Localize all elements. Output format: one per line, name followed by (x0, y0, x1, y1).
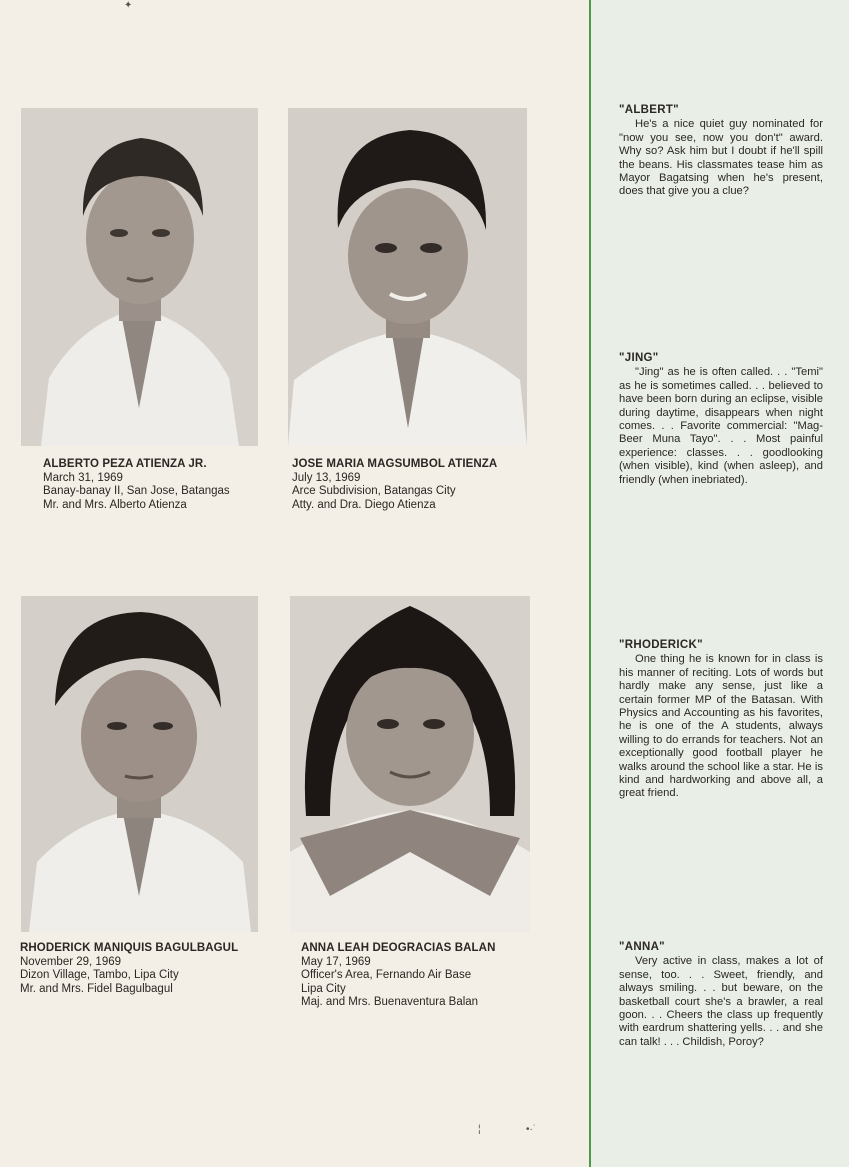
student-caption (43, 458, 230, 512)
nickname-heading: "RHODERICK" (619, 639, 703, 651)
student-birthdate: November 29, 1969 (20, 955, 122, 968)
blurb-text: He's a nice quiet guy nominated for "now you see, now you don't" award. Why so? Ask him but I doubt if he'll spill the beans. His classmates tease him as Mayor Bagatsing when he's present, does that give you a clue? (619, 118, 823, 198)
student-photo-alberto (21, 108, 258, 446)
blurb-text: One thing he is known for in class is his manner of reciting. Lots of words but hardly make any sense, just like a certain former MP of the Batasan. With Physics and Accounting as his favorites, he is one of the A students, always willing to do errands for teachers. Not an exceptionally good football player he walks around the school like a star. He is kind and hardworking and above all, a great friend. (619, 653, 823, 800)
student-parents: Atty. and Dra. Diego Atienza (292, 498, 436, 511)
student-caption (292, 458, 497, 512)
student-photo-rhoderick (21, 596, 258, 932)
nickname-heading: "JING" (619, 352, 659, 364)
student-parents: Mr. and Mrs. Fidel Bagulbagul (20, 982, 173, 995)
print-speck: •·˙ (526, 1124, 537, 1135)
student-address: Arce Subdivision, Batangas City (292, 485, 456, 497)
print-speck: ✦ (124, 0, 133, 11)
student-caption (20, 942, 238, 996)
student-parents: Mr. and Mrs. Alberto Atienza (43, 498, 187, 511)
student-birthdate: May 17, 1969 (301, 955, 371, 968)
student-birthdate: March 31, 1969 (43, 471, 123, 484)
page-divider (589, 0, 591, 1167)
student-address: Banay-banay II, San Jose, Batangas (43, 485, 230, 497)
student-address: Dizon Village, Tambo, Lipa City (20, 969, 179, 981)
student-caption (301, 942, 495, 1010)
blurb-rhoderick (619, 639, 823, 801)
student-photo-jose-maria (288, 108, 527, 446)
blurb-albert (619, 104, 823, 199)
student-address: Officer's Area, Fernando Air Base (301, 969, 472, 981)
student-name: RHODERICK MANIQUIS BAGULBAGUL (20, 942, 239, 954)
student-name: JOSE MARIA MAGSUMBOL ATIENZA (292, 458, 498, 470)
blurb-text: Very active in class, makes a lot of sense, too. . . Sweet, friendly, and always smiling. . . but beware, on the basketball court she's a brawler, a real goon. . . Cheers the class up frequently with eardrum shattering yells. . . and she can talk! . . . Childish, Poroy? (619, 955, 823, 1048)
student-name: ANNA LEAH DEOGRACIAS BALAN (301, 942, 496, 954)
student-address-line-2: Lipa City (301, 982, 346, 995)
blurb-anna (619, 941, 823, 1049)
student-name: ALBERTO PEZA ATIENZA JR. (43, 458, 207, 470)
blurb-jing (619, 352, 823, 487)
student-parents: Maj. and Mrs. Buenaventura Balan (301, 996, 479, 1008)
print-speck: ¦ (478, 1124, 481, 1135)
student-birthdate: July 13, 1969 (292, 471, 361, 484)
student-photo-anna (290, 596, 530, 932)
nickname-heading: "ALBERT" (619, 104, 679, 116)
blurb-text: "Jing" as he is often called. . . "Temi" as he is sometimes called. . . believed to have been born during an eclipse, visible during daytime, disappears when night comes. . . Favorite commercial: "Mag-Beer Muna Tayo". . . Most painful experience: classes. . . goodlooking (when visible), kind (when asleep), and friendly (when inebriated). (619, 366, 823, 486)
nickname-heading: "ANNA" (619, 941, 665, 953)
